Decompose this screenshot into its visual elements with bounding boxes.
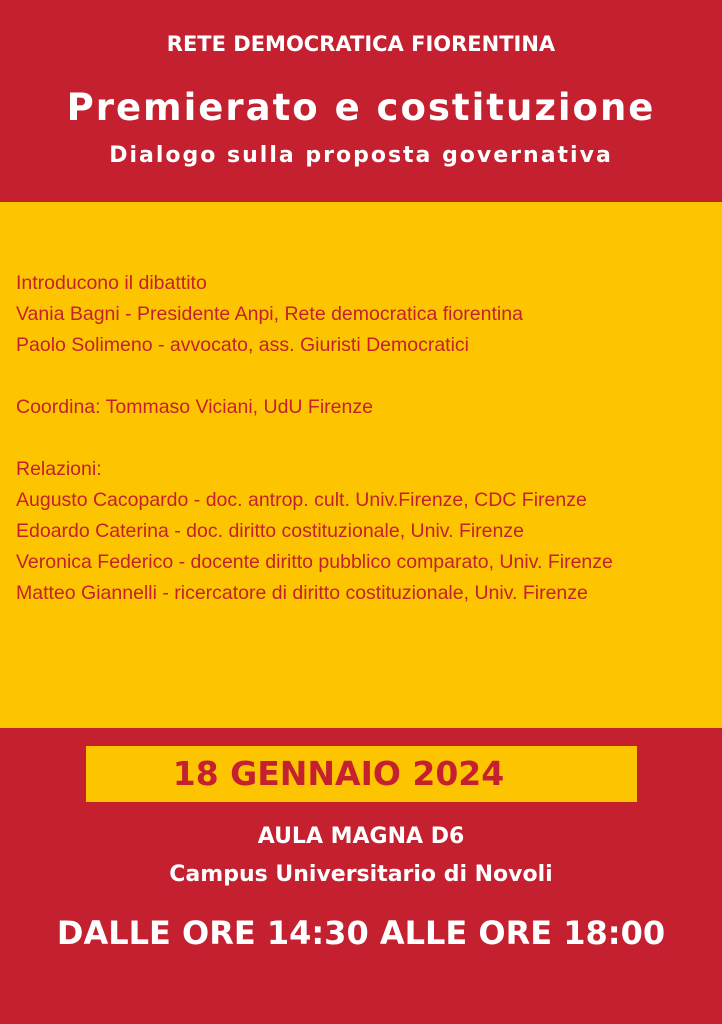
event-date: 18 GENNAIO 2024 <box>172 754 505 793</box>
intro-speaker: Vania Bagni - Presidente Anpi, Rete democratica fiorentina <box>16 303 523 325</box>
intro-heading: Introducono il dibattito <box>16 272 207 294</box>
spacer <box>16 361 716 392</box>
header-band <box>0 0 722 202</box>
report-speaker: Augusto Cacopardo - doc. antrop. cult. Univ.Firenze, CDC Firenze <box>16 489 587 511</box>
organization-name: RETE DEMOCRATICA FIORENTINA <box>166 32 556 56</box>
poster-title: Premierato e costituzione <box>66 86 656 129</box>
spacer <box>16 423 716 454</box>
report-speaker: Edoardo Caterina - doc. diritto costituzionale, Univ. Firenze <box>16 520 524 542</box>
report-speaker: Matteo Giannelli - ricercatore di diritto costituzionale, Univ. Firenze <box>16 582 588 604</box>
program-text <box>16 268 716 609</box>
event-venue: AULA MAGNA D6 <box>257 824 465 849</box>
event-time: DALLE ORE 14:30 ALLE ORE 18:00 <box>56 914 666 952</box>
poster-subtitle: Dialogo sulla proposta governativa <box>109 143 613 168</box>
reports-heading: Relazioni: <box>16 458 102 480</box>
event-campus: Campus Universitario di Novoli <box>169 862 553 887</box>
report-speaker: Veronica Federico - docente diritto pubblico comparato, Univ. Firenze <box>16 551 613 573</box>
intro-speaker: Paolo Solimeno - avvocato, ass. Giuristi Democratici <box>16 334 470 356</box>
coordinator-line: Coordina: Tommaso Viciani, UdU Firenze <box>16 396 373 418</box>
